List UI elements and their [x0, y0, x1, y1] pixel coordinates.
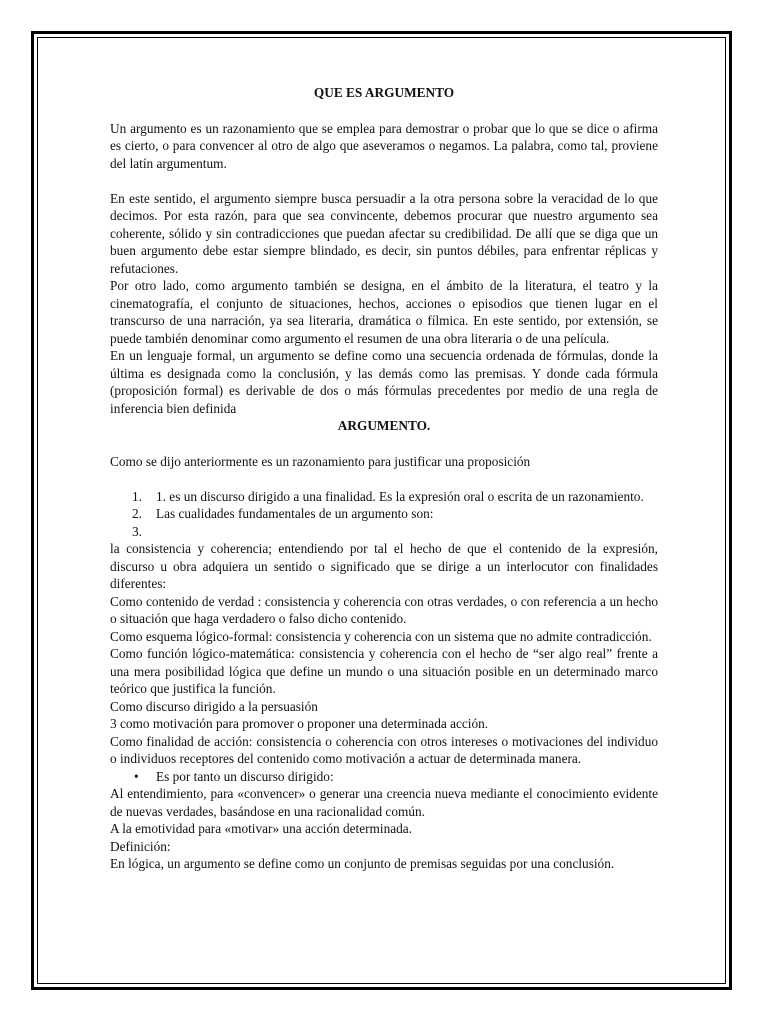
body-line: Definición:	[110, 838, 171, 854]
bullet-icon: •	[134, 768, 139, 784]
numbered-list	[110, 488, 658, 541]
spacer	[110, 172, 658, 190]
paragraph-3: Por otro lado, como argumento también se designa, en el ámbito de la literatura, el teatro y la cinematografía, el conjunto de situaciones, hechos, acciones o episodios que tienen lugar en el transcurso de una narración, ya sea literaria, dramática o fílmica. En este sentido, por extensión, se puede también denominar como argumento el resumen de una obra literaria o de una película.	[110, 278, 658, 346]
body-line: la consistencia y coherencia; entendiendo por tal el hecho de que el contenido de la expresión, discurso u obra adquiera un sentido o significado que se dirige a un interlocutor con finalidades diferentes:	[110, 541, 658, 591]
paragraph-4: En un lenguaje formal, un argumento se define como una secuencia ordenada de fórmulas, donde la última es designada como la conclusión, y las demás como las premisas. Y donde cada fórmula (proposición formal) es derivable de dos o más fórmulas precedentes por medio de una regla de inferencia bien definida	[110, 348, 658, 416]
body-line: 3 como motivación para promover o proponer una determinada acción.	[110, 716, 489, 731]
list-item	[110, 523, 658, 541]
list-item	[110, 505, 658, 523]
section-heading: ARGUMENTO.	[337, 418, 431, 433]
list-number: 2.	[132, 506, 142, 521]
body-line: Como función lógico-matemática: consistencia y coherencia con el hecho de “ser algo real” frente a una mera posibilidad lógica que define un mundo o una situación posible en un determinado marco teórico que justifica la función.	[110, 646, 658, 696]
paragraph-intro: Un argumento es un razonamiento que se emplea para demostrar o probar que lo que se dice o afirma es cierto, o para convencer al otro de algo que aseveramos o negamos. La palabra, como tal, proviene del latín argumentum.	[110, 120, 658, 171]
list-item-text: Las cualidades fundamentales de un argumento son:	[156, 506, 434, 521]
body-line: Como contenido de verdad : consistencia y coherencia con otras verdades, o con referencia a un hecho o situación que haga verdadero o falso dicho contenido.	[110, 593, 658, 626]
list-item-text: 1. es un discurso dirigido a una finalidad. Es la expresión oral o escrita de un razonamiento.	[156, 488, 644, 504]
body-line: En lógica, un argumento se define como un conjunto de premisas seguidas por una conclusión.	[110, 856, 615, 871]
document-body	[110, 84, 658, 873]
body-line: Al entendimiento, para «convencer» o generar una creencia nueva mediante el conocimiento evidente de nuevas verdades, basándose en una racionalidad común.	[110, 786, 658, 819]
list-number: 3.	[132, 523, 142, 539]
list-number: 1.	[132, 488, 142, 504]
bullet-text: Es por tanto un discurso dirigido:	[156, 768, 334, 784]
body-line: Como discurso dirigido a la persuasión	[110, 698, 318, 714]
list-item	[110, 488, 658, 506]
bullet-item	[110, 768, 658, 786]
body-line: Como esquema lógico-formal: consistencia y coherencia con un sistema que no admite contradicción.	[110, 628, 652, 644]
body-line: Como finalidad de acción: consistencia o coherencia con otros intereses o motivaciones del individuo o individuos receptores del contenido como motivación a actuar de determinada manera.	[110, 733, 658, 766]
lead-line: Como se dijo anteriormente es un razonamiento para justificar una proposición	[110, 453, 531, 469]
spacer	[110, 470, 658, 488]
document-title: QUE ES ARGUMENTO	[313, 85, 455, 100]
body-line: A la emotividad para «motivar» una acción determinada.	[110, 821, 413, 836]
paragraph-2: En este sentido, el argumento siempre busca persuadir a la otra persona sobre la veracidad de lo que decimos. Por esta razón, para que sea convincente, debemos procurar que nuestro argumento sea coherente, sólido y sin contradicciones que puedan afectar su credibilidad. De allí que se diga que un buen argumento debe estar siempre blindado, es decir, sin puntos débiles, para enfrentar réplicas y refutaciones.	[110, 190, 658, 276]
